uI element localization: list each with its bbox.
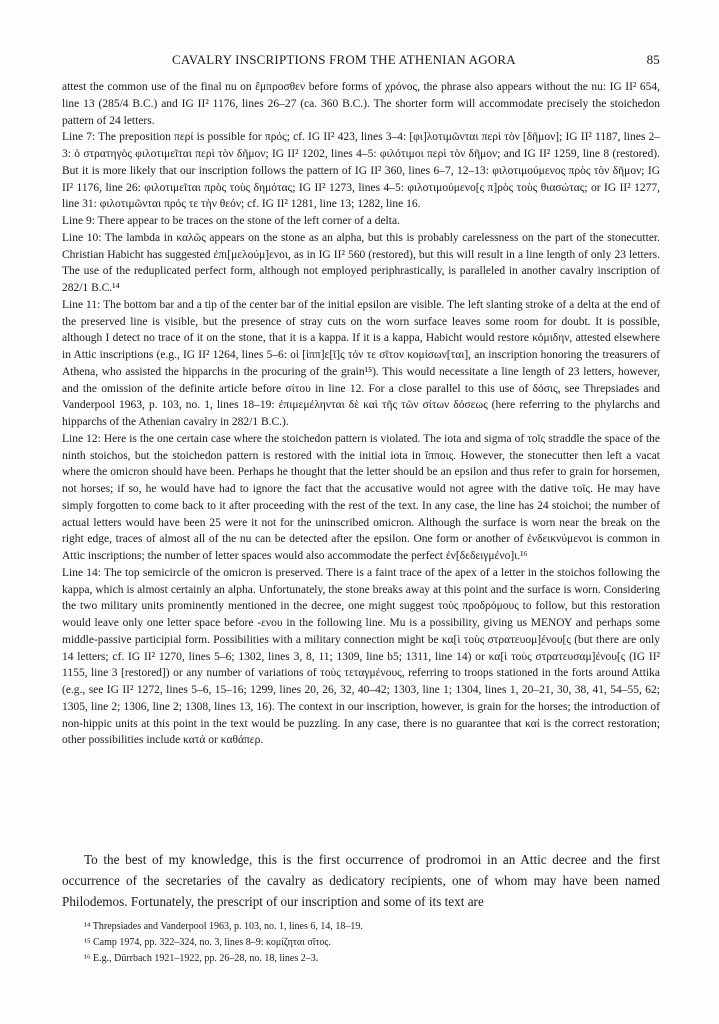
closing-section [62,849,660,912]
commentary-block [62,79,660,749]
commentary-line-12: Line 12: Here is the one certain case where the stoichedon pattern is violated. The iota and sigma of τοῖς straddle the space of the ninth stoichos, but the stoichedon pattern is restored with the initial iota in ἵπποις. However, the stonecutter then left a vacat where the omicron should have been. Perhaps he thought that the letter should be an epsilon and thus refer to grain for horsemen, not horses; if so, he would have had to ignore the fact that the accusative would not agree with the dative τοῖς. He may have simply forgotten to come back to it after proceeding with the rest of the text. In any case, the line has 24 stoichoi; the number of actual letters would have been 25 were it not for the uninscribed omicron. Although the surface is worn near the break on the right edge, traces of almost all of the nu can be detected after the epsilon. One form or another of ἐνδεικνύμενοι is common in Attic inscriptions; the number of letter spaces would also accommodate the perfect ἐν[δεδειγμένο]ι.¹⁶ [62,432,660,562]
footnotes [84,919,660,967]
commentary-line-11: Line 11: The bottom bar and a tip of the center bar of the initial epsilon are visible. The left slanting stroke of a delta at the end of the preserved line is visible, but the presence of stray cuts on the worn surface leaves some room for doubt. It is possible, although I detect no trace of it on the stone, that it is a kappa. If it is a kappa, Habicht would restore κόμιδην, attested elsewhere in Attic inscriptions (e.g., IG II² 1264, lines 5–6: οἱ [ἱππ]ε[ῖ]ς τόν τε σῖτον κομίσων[ται], an inscription honoring the treasurers of Athena, who assisted the hipparchs in the procuring of the grain¹⁵). This would necessitate a line length of 23 letters, however, and the omission of the definite article before σίτου in line 12. For a close parallel to this use of δόσις, see Threpsiades and Vanderpool 1963, p. 103, no. 1, lines 18–19: ἐπιμεμέληνται δὲ καὶ τῆς τῶν σίτων δόσεως (here referring to the phylarchs and hipparchs of the Athenian cavalry in 282/1 B.C.). [62,298,660,428]
commentary-paragraph: attest the common use of the final nu on ἔμπροσθεν before forms of χρόνος, the phrase also appears without the nu: IG II² 654, line 13 (285/4 B.C.) and IG II² 1176, lines 26–27 (ca. 360 B.C.). The shorter form will accommodate precisely the stoichedon pattern of 24 letters. [62,81,660,127]
commentary-line-7: Line 7: The preposition περί is possible for πρός; cf. IG II² 423, lines 3–4: [φι]λοτιμῶνται περὶ τὸν [δῆμον]; IG II² 1187, lines 2–3: ὁ στρατηγὸς φιλοτιμεῖται περὶ τὸν δῆμον; IG II² 1202, lines 4–5: φιλότιμοι περὶ τὸν δῆμον; and IG II² 1259, line 8 (restored). But it is more likely that our inscription follows the pattern of IG II² 360, lines 6–7, 12–13: φιλοτιμούμενος πρὸς τὸν δῆμον; IG II² 1176, line 26: φιλοτιμεῖται πρὸς τοὺς δημότας; IG II² 1273, lines 4–5: φιλοτιμούμενο[ς π]ρὸς τοὺς θιασώτας; or IG II² 1277, line 31: φιλοτιμῶνται πρός τε τὴν θεόν; cf. IG II² 1281, line 13; 1282, line 16. [62,131,660,211]
footnote-15: ¹⁵ Camp 1974, pp. 322–324, no. 3, lines 8–9: κομίζηται σῖτος. [84,937,331,948]
closing-paragraph: To the best of my knowledge, this is the first occurrence of prodromoi in an Attic decree and the first occurrence of the secretaries of the cavalry as dedicatory recipients, one of whom may have been named Philodemos. Fortunately, the prescript of our inscription and some of its text are [62,852,660,909]
commentary-line-10: Line 10: The lambda in καλῶς appears on the stone as an alpha, but this is probably carelessness on the part of the stonecutter. Christian Habicht has suggested ἐπι[μελούμ]ενοι, as in IG II² 560 (restored), but this will result in a line length of only 23 letters. The use of the reduplicated perfect form, although not employed periphrastically, is paralleled in another cavalry inscription of 282/1 B.C.¹⁴ [62,231,660,294]
running-title: CAVALRY INSCRIPTIONS FROM THE ATHENIAN AGORA [172,52,516,67]
commentary-line-14: Line 14: The top semicircle of the omicron is preserved. There is a faint trace of the apex of a letter in the stoichos following the kappa, which is almost certainly an alpha. Unfortunately, the stone breaks away at this point and the surface is worn. Considering the two military units prominently mentioned in the decree, one might suggest τοὺς προδρόμους to follow, but this restoration would leave only one letter space before -ενου in the following line. Mu is a possibility, giving us ΜΕΝΟΥ and perhaps some middle-passive participial form. Possibilities with a military connection might be κα[ὶ τοὺς στρατευομ]ένου[ς (but there are only 14 letters; cf. IG II² 1270, lines 5–6; 1302, lines 3, 8, 11; 1309, line b5; 1311, line 14) or κα[ὶ τοὺς στρατευσαμ]ένου[ς (IG II² 1155, line 3 [restored]) or any number of variations of τοὺς τεταγμένους, referring to troops stationed in the forts around Attika (e.g., see IG II² 1272, lines 5–6, 15–16; 1299, lines 20, 26, 32, 40–42; 1303, line 1; 1304, lines 1, 20–21, 30, 38, 41, 54–55, 62; 1305, line 2; 1306, line 2; 1308, lines 13, 16). The context in our inscription, however, is grain for the horses; the introduction of non-hippic units at this point in the text would be puzzling. In any case, there is no guarantee that καί is the correct restoration; other possibilities include κατά or καθάπερ. [62,566,660,747]
commentary-line-9: Line 9: There appear to be traces on the stone of the left corner of a delta. [62,215,400,227]
footnote-14: ¹⁴ Threpsiades and Vanderpool 1963, p. 103, no. 1, lines 6, 14, 18–19. [84,921,363,932]
footnote-16: ¹⁶ E.g., Dürrbach 1921–1922, pp. 26–28, no. 18, lines 2–3. [84,953,319,964]
page-number: 85 [646,52,660,67]
